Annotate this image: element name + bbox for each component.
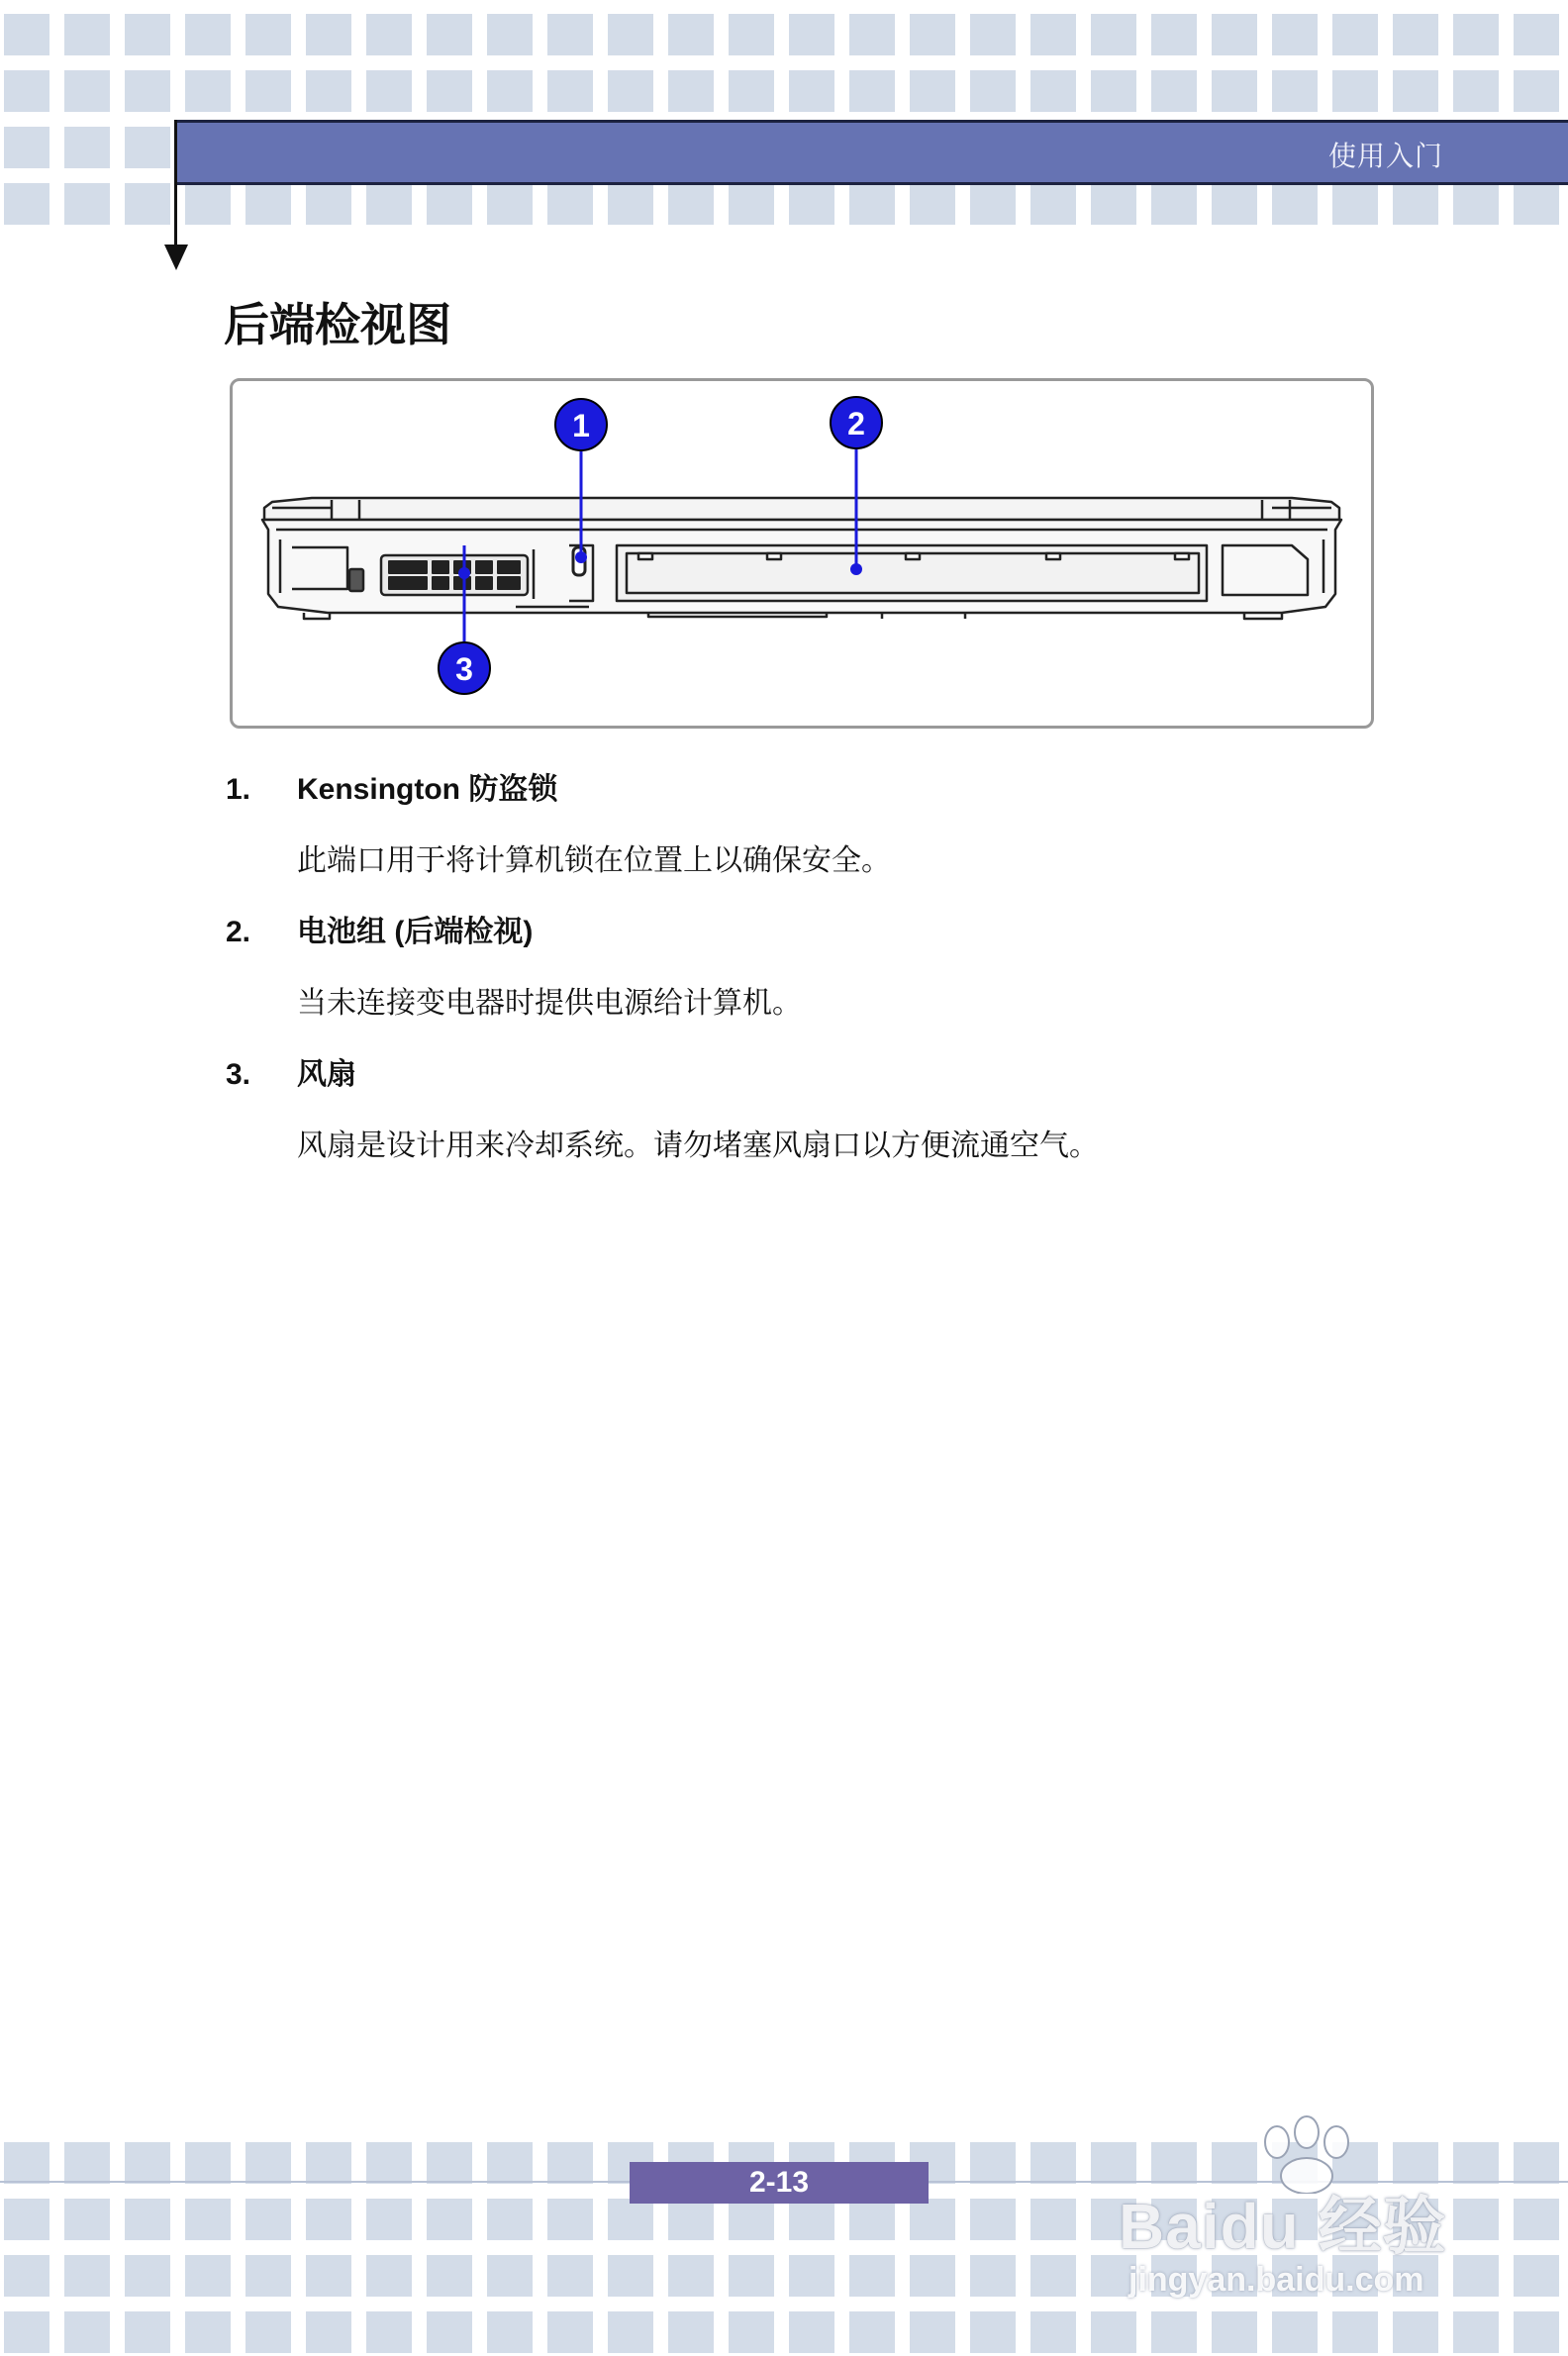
item-1-title: Kensington 防盗锁 — [297, 773, 558, 806]
svg-text:3: 3 — [455, 651, 473, 687]
watermark-brand: Baidu 经验 — [1119, 2191, 1447, 2262]
header-section-title: 使用入门 — [1327, 140, 1443, 172]
section-title: 后端检视图 — [224, 298, 451, 351]
header-bar — [176, 120, 1568, 185]
page-number: 2-13 — [748, 2166, 810, 2199]
down-arrow-icon — [164, 245, 188, 270]
item-2-description: 当未连接变电器时提供电源给计算机。 — [297, 986, 802, 1021]
page-number-box — [630, 2162, 929, 2204]
callout-1 — [555, 399, 607, 450]
footer-line-left — [0, 2181, 630, 2183]
callout-2 — [831, 397, 882, 448]
rear-view-figure — [230, 378, 1374, 729]
item-2-heading — [226, 907, 533, 950]
item-2-number: 2. — [226, 916, 251, 948]
item-2-title: 电池组 (后端检视) — [297, 916, 534, 948]
laptop-rear-illustration — [233, 381, 1377, 732]
watermark-url: jingyan.baidu.com — [1128, 2261, 1424, 2299]
header-vertical-line — [174, 120, 177, 245]
item-1-description: 此端口用于将计算机锁在位置上以确保安全。 — [297, 843, 891, 878]
baidu-watermark — [1109, 2114, 1524, 2312]
item-1-heading — [226, 764, 557, 808]
svg-text:1: 1 — [572, 408, 590, 443]
callout-3 — [439, 642, 490, 694]
item-3-title: 风扇 — [297, 1058, 356, 1091]
item-3-number: 3. — [226, 1058, 251, 1091]
item-3-description: 风扇是设计用来冷却系统。请勿堵塞风扇口以方便流通空气。 — [297, 1129, 1099, 1163]
item-1-number: 1. — [226, 773, 251, 806]
top-tile-pattern — [0, 0, 1568, 233]
svg-text:2: 2 — [847, 406, 865, 442]
item-3-heading — [226, 1049, 356, 1093]
